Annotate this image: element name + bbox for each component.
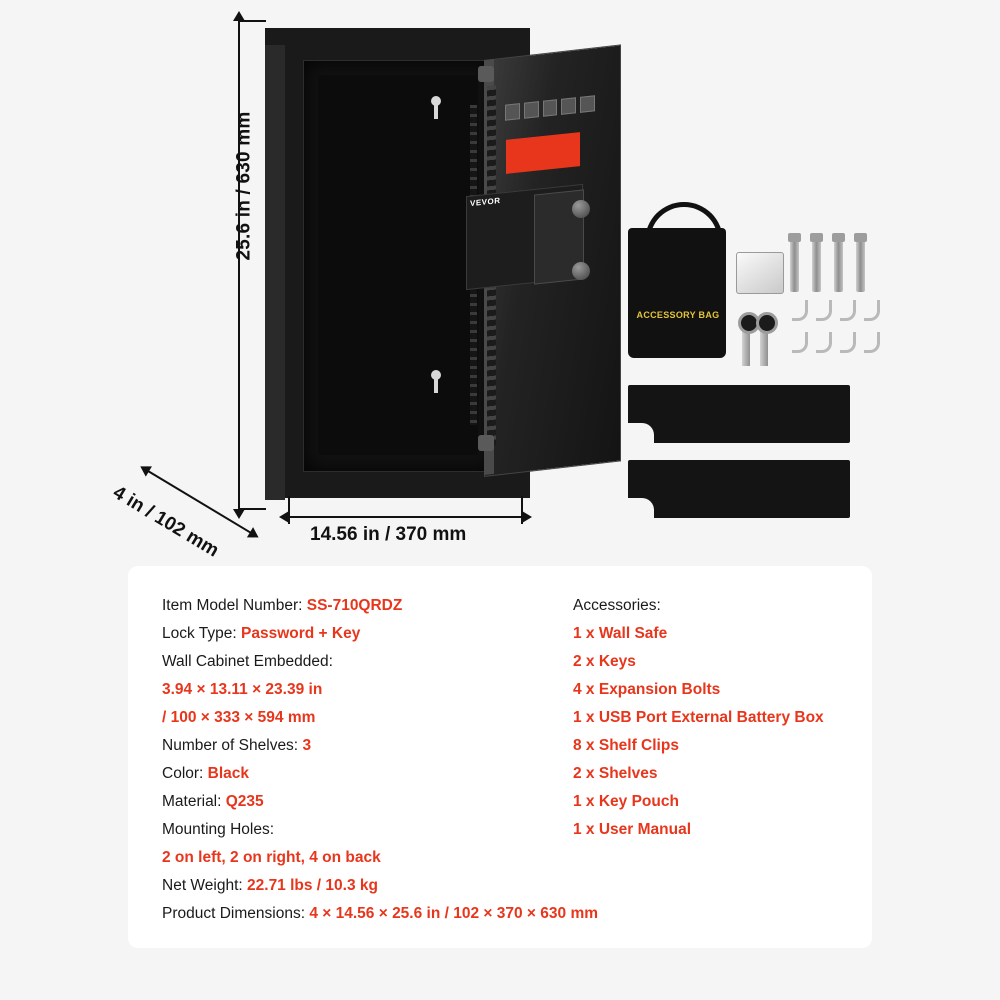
shelf-clip (816, 300, 832, 322)
brand-label: VEVOR (470, 195, 501, 209)
spec-label: Mounting Holes: (162, 821, 275, 838)
accessory-item: 8 x Shelf Clips (573, 737, 679, 754)
shelf (628, 460, 850, 518)
spec-value: Black (207, 765, 250, 782)
spec-row-material (162, 788, 567, 816)
spec-label: Number of Shelves: (162, 737, 299, 754)
spec-row-net-weight (162, 872, 567, 900)
safe-back-wall (318, 75, 478, 455)
spec-row-shelves (162, 732, 567, 760)
spec-label: Net Weight: (162, 877, 243, 894)
accessory-item: 4 x Expansion Bolts (573, 681, 721, 698)
shelf (628, 385, 850, 443)
accessory-item: 1 x USB Port External Battery Box (573, 709, 824, 726)
shelf-clip (840, 300, 856, 322)
spec-label: Product Dimensions: (162, 905, 306, 922)
spec-label: Material: (162, 793, 222, 810)
spec-row-embedded (162, 648, 567, 676)
spec-row-embedded-in: 3.94 × 13.11 × 23.39 in (162, 681, 323, 698)
spec-value: 22.71 lbs / 10.3 kg (247, 877, 378, 894)
spec-label: Item Model Number: (162, 597, 303, 614)
spec-value: 3 (302, 737, 312, 754)
door-hinge-icon (478, 66, 494, 82)
spec-value: Q235 (225, 793, 264, 810)
expansion-bolt (790, 240, 799, 292)
dimension-label-depth: 4 in / 102 mm (109, 482, 223, 562)
key-icon (760, 322, 768, 366)
safe-body-side (265, 45, 285, 500)
dimension-line-height (238, 20, 240, 510)
mounting-keyhole-icon (429, 96, 443, 120)
spec-row-embedded-mm: / 100 × 333 × 594 mm (162, 709, 316, 726)
accessory-item: 2 x Shelves (573, 765, 658, 782)
spec-list-left (162, 592, 599, 922)
accessory-bag (628, 228, 726, 358)
dimension-label-width: 14.56 in / 370 mm (310, 524, 467, 545)
expansion-bolt (856, 240, 865, 292)
accessory-item: 1 x Key Pouch (573, 793, 679, 810)
spec-row-product-dimensions (162, 900, 599, 928)
specification-card (128, 566, 872, 948)
dimension-label-height: 25.6 in / 630 mm (233, 111, 255, 261)
accessories-list (567, 592, 838, 922)
expansion-bolt (812, 240, 821, 292)
shelf-clip (792, 332, 808, 354)
spec-value: Password + Key (241, 625, 361, 642)
spec-row-model (162, 592, 567, 620)
shelf-clip (840, 332, 856, 354)
expansion-bolt (834, 240, 843, 292)
accessory-item: 1 x Wall Safe (573, 625, 668, 642)
accessories-title: Accessories: (573, 597, 661, 614)
spec-label: Lock Type: (162, 625, 237, 642)
spec-label: Wall Cabinet Embedded: (162, 653, 333, 670)
lock-knob-upper (572, 200, 590, 218)
spec-row-mounting-holes-value: 2 on left, 2 on right, 4 on back (162, 849, 381, 866)
shelf-clip (816, 332, 832, 354)
accessory-bag-label: ACCESSORY BAG (636, 310, 720, 320)
shelf-clip (864, 300, 880, 322)
shelf-clip (864, 332, 880, 354)
keys-group (736, 310, 778, 368)
key-icon (742, 322, 750, 366)
lock-knob-lower (572, 262, 590, 280)
spec-value: 4 × 14.56 × 25.6 in / 102 × 370 × 630 mm (309, 905, 599, 922)
spec-row-color (162, 760, 567, 788)
accessory-item: 1 x User Manual (573, 821, 692, 838)
spec-value: SS-710QRDZ (306, 597, 403, 614)
mounting-keyhole-icon (429, 370, 443, 394)
spec-row-mounting-holes (162, 816, 567, 844)
dimension-line-width (288, 516, 523, 518)
usb-battery-box (736, 252, 784, 294)
spec-row-lock-type (162, 620, 567, 648)
spec-label: Color: (162, 765, 204, 782)
accessory-item: 2 x Keys (573, 653, 636, 670)
shelf-clip (792, 300, 808, 322)
door-hinge-icon (478, 435, 494, 451)
